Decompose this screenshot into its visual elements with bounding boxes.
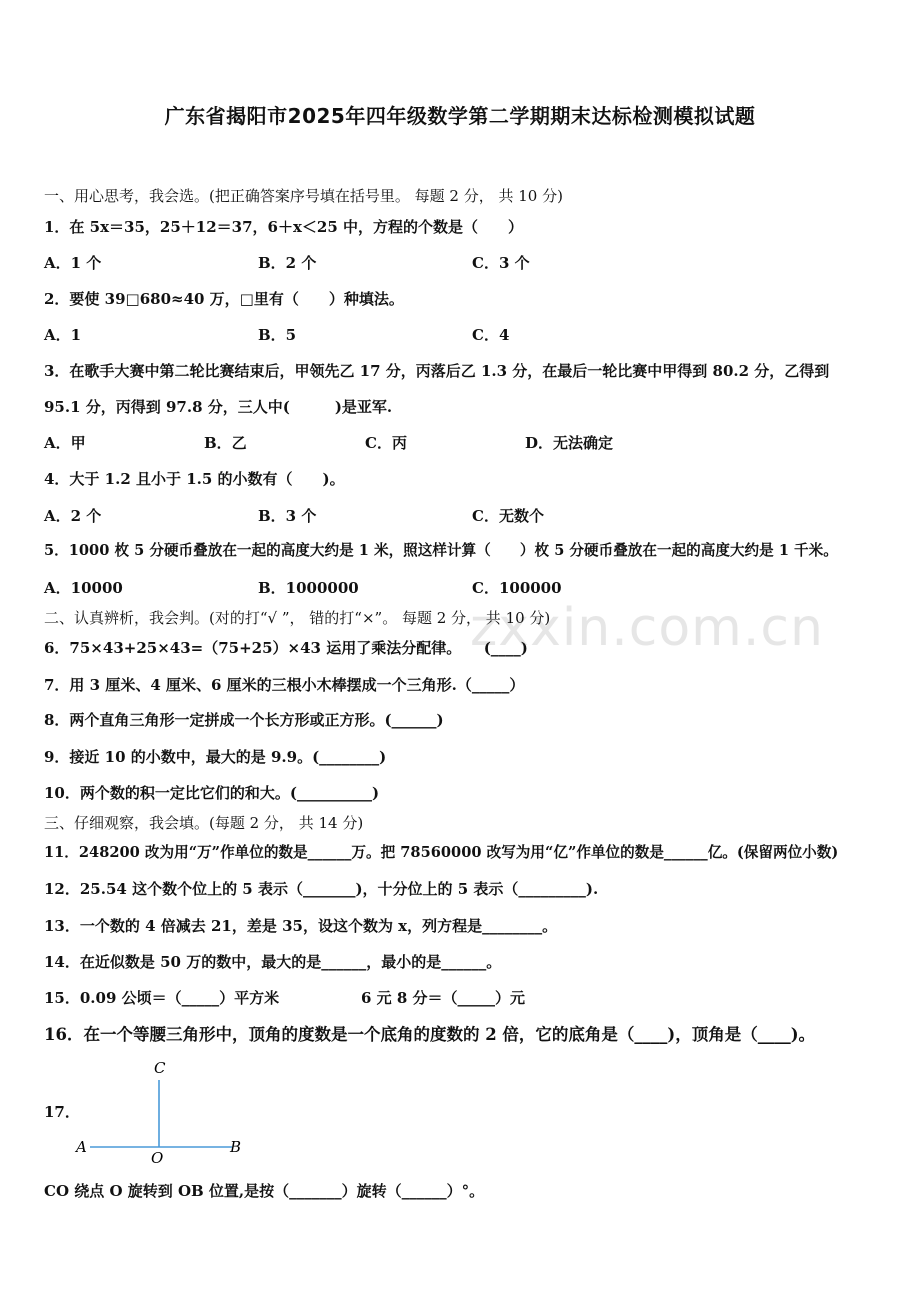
label-a: A (76, 1138, 87, 1156)
question-12: 12．25.54 这个数个位上的 5 表示（_______)，十分位上的 5 表示（_________). (44, 880, 599, 898)
question-17-text: CO 绕点 O 旋转到 OB 位置,是按（_______）旋转（______）°。 (44, 1182, 485, 1200)
question-9: 9．接近 10 的小数中，最大的是 9.9。(________) (44, 748, 387, 766)
question-15-part-2: 6 元 8 分＝（_____）元 (361, 989, 526, 1007)
q2-option-b: B．5 (258, 326, 297, 344)
question-17-number: 17． (44, 1103, 80, 1121)
q2-option-c: C．4 (472, 326, 510, 344)
question-1: 1．在 5x＝35，25＋12＝37，6＋x＜25 中，方程的个数是（ ） (44, 218, 524, 236)
question-10: 10．两个数的积一定比它们的和大。(__________) (44, 784, 380, 802)
question-14: 14．在近似数是 50 万的数中，最大的是______，最小的是______。 (44, 953, 502, 971)
q2-option-a: A．1 (44, 326, 82, 344)
q3-option-c: C．丙 (365, 434, 407, 452)
q5-option-c: C．100000 (472, 579, 562, 597)
watermark: zxxin.com.cn (470, 598, 824, 658)
question-3-line-2: 95.1 分，丙得到 97.8 分，三人中( )是亚军. (44, 398, 393, 416)
question-2: 2．要使 39□680≈40 万，□里有（ ）种填法。 (44, 290, 404, 308)
question-15-part-1: 15．0.09 公顷＝（_____）平方米 (44, 989, 280, 1007)
q1-option-c: C．3 个 (472, 254, 530, 272)
page-title: 广东省揭阳市2025年四年级数学第二学期期末达标检测模拟试题 (164, 104, 756, 128)
q4-option-c: C．无数个 (472, 507, 544, 525)
rotation-diagram (60, 1050, 260, 1170)
q1-option-a: A．1 个 (44, 254, 102, 272)
q3-option-d: D．无法确定 (525, 434, 614, 452)
question-11: 11．248200 改为用“万”作单位的数是______万。把 78560000 改写为用“亿”作单位的数是______亿。(保留两位小数) (44, 844, 839, 861)
q4-option-a: A．2 个 (44, 507, 102, 525)
label-c: C (154, 1059, 166, 1077)
section-1-heading: 一、用心思考，我会选。(把正确答案序号填在括号里。 每题 2 分， 共 10 分) (44, 187, 563, 205)
question-8: 8．两个直角三角形一定拼成一个长方形或正方形。(______) (44, 711, 444, 729)
section-2-heading: 二、认真辨析，我会判。(对的打“√ ”， 错的打“×”。 每题 2 分， 共 10 分) (44, 609, 551, 627)
q5-option-b: B．1000000 (258, 579, 359, 597)
q5-option-a: A．10000 (44, 579, 123, 597)
question-16: 16．在一个等腰三角形中，顶角的度数是一个底角的度数的 2 倍，它的底角是（____)，顶角是（____)。 (44, 1025, 816, 1044)
question-5: 5．1000 枚 5 分硬币叠放在一起的高度大约是 1 米，照这样计算（ ）枚 5 分硬币叠放在一起的高度大约是 1 千米。 (44, 542, 838, 559)
section-3-heading: 三、仔细观察，我会填。(每题 2 分， 共 14 分) (44, 814, 364, 832)
question-13: 13．一个数的 4 倍减去 21，差是 35，设这个数为 x，列方程是________。 (44, 917, 558, 935)
question-7: 7．用 3 厘米、4 厘米、6 厘米的三根小木棒摆成一个三角形.（_____） (44, 676, 525, 694)
question-4: 4．大于 1.2 且小于 1.5 的小数有（ )。 (44, 470, 345, 488)
question-6: 6．75×43+25×43=（75+25）×43 运用了乘法分配律。 (____) (44, 639, 528, 657)
q3-option-b: B．乙 (204, 434, 247, 452)
label-o: O (151, 1149, 164, 1167)
question-3-line-1: 3．在歌手大赛中第二轮比赛结束后，甲领先乙 17 分，丙落后乙 1.3 分，在最后一轮比赛中甲得到 80.2 分，乙得到 (44, 362, 830, 380)
q4-option-b: B．3 个 (258, 507, 317, 525)
label-b: B (230, 1138, 242, 1156)
q3-option-a: A．甲 (44, 434, 86, 452)
q1-option-b: B．2 个 (258, 254, 317, 272)
